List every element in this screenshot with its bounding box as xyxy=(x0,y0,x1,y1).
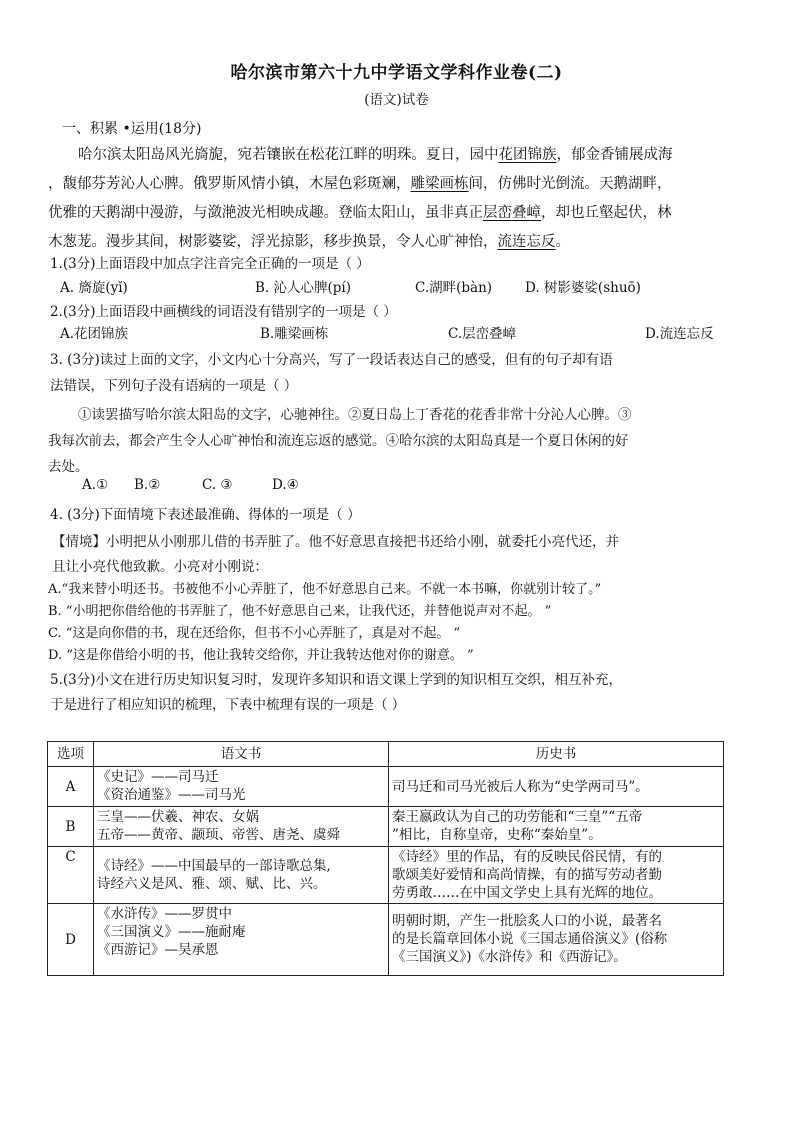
history-book-cell: 司马迁和司马光被后人称为“史学两司马”。 xyxy=(389,767,724,807)
option-c[interactable]: C.层峦叠嶂 xyxy=(448,326,517,342)
reading-passage xyxy=(48,141,748,257)
question-3-sentences-cont: 我每次前去，都会产生令人心旷神怡和流连忘返的感觉。④哈尔滨的太阳岛真是一个夏日休闲的好 xyxy=(48,433,629,449)
underlined-phrase: 雕梁画栋 xyxy=(410,176,469,192)
option-a[interactable]: A. 旖旋(yǐ) xyxy=(60,280,128,296)
chinese-book-cell: 三皇——伏羲、神农、女娲 五帝——黄帝、颛顼、帝喾、唐尧、虞舜 xyxy=(94,807,389,847)
option-c[interactable]: C. “这是向你借的书，现在还给你，但书不小心弄脏了，真是对不起。 ” xyxy=(48,626,461,641)
option-d[interactable]: D. “这是你借给小明的书，他让我转交给你，并让我转达他对你的谢意。 ” xyxy=(48,648,474,663)
chinese-book-cell: 《水浒传》——罗贯中 《三国演义》——施耐庵 《西游记》—吴承恩 xyxy=(94,904,389,976)
question-1-stem: 1.(3分)上面语段中加点字注音完全正确的一项是（ ） xyxy=(50,256,370,272)
option-c[interactable]: C.湖畔(bàn) xyxy=(415,280,493,296)
passage-line: 哈尔滨太阳岛风光旖旎，宛若镶嵌在松花江畔的明珠。夏日，园中花团锦族，郁金香铺展成海 xyxy=(78,147,673,163)
underlined-phrase: 花团锦族 xyxy=(498,147,557,163)
question-3-sentences-end: 去处。 xyxy=(48,459,89,475)
question-5-stem: 5.(3分)小文在进行历史知识复习时，发现许多知识和语文课上学到的知识相互交织，相互补充， xyxy=(50,672,623,688)
table-row xyxy=(48,904,724,976)
table-header-cell: 语文书 xyxy=(94,742,389,767)
passage-line: 优雅的天鹅湖中漫游，与潋滟波光相映成趣。登临太阳山，虽非真正层峦叠嶂，却也丘壑起伏，林 xyxy=(48,205,672,221)
option-b[interactable]: B. 沁人心脾(pí) xyxy=(255,280,351,296)
passage-line: ，馥郁芬芳沁人心脾。俄罗斯风情小镇，木屋色彩斑斓，雕梁画栋间，仿佛时光倒流。天鹅湖畔， xyxy=(48,176,672,192)
table-header-cell: 历史书 xyxy=(389,742,724,767)
table-header-cell: 选项 xyxy=(48,742,94,767)
underlined-phrase: 流连忘反 xyxy=(497,234,556,250)
option-a[interactable]: A.① xyxy=(82,477,109,493)
page-subtitle: (语文)试卷 xyxy=(364,92,429,108)
chinese-book-cell: 《史记》——司马迁 《资治通鉴》——司马光 xyxy=(94,767,389,807)
underlined-phrase: 层峦叠嶂 xyxy=(483,205,541,221)
passage-line: 木葱茏。漫步其间，树影婆娑，浮光掠影，移步换景，令人心旷神怡，流连忘反。 xyxy=(48,234,570,250)
table-row-key: D xyxy=(48,904,94,976)
option-d[interactable]: D.流连忘反 xyxy=(645,326,714,342)
table-header-row xyxy=(48,742,724,767)
option-d[interactable]: D.④ xyxy=(272,477,299,493)
page-title: 哈尔滨市第六十九中学语文学科作业卷(二) xyxy=(230,63,563,83)
question-4-context-cont: 且让小亮代他致歉。小亮对小刚说： xyxy=(52,559,268,575)
option-b[interactable]: B.② xyxy=(134,477,161,493)
question-3-sentences: ①读罢描写哈尔滨太阳岛的文字，心驰神往。②夏日岛上丁香花的花香非常十分沁人心脾。③ xyxy=(78,407,632,423)
table-row xyxy=(48,847,724,904)
comparison-table xyxy=(47,741,724,976)
question-5-stem-cont: 于是进行了相应知识的梳理，下表中梳理有误的一项是（ ） xyxy=(50,697,406,713)
section-heading: 一、积累 •运用(18分) xyxy=(62,121,202,137)
table-row xyxy=(48,807,724,847)
question-2-stem: 2.(3分)上面语段中画横线的词语没有错别字的一项是（ ） xyxy=(50,304,397,320)
table-row-key: A xyxy=(48,767,94,807)
history-book-cell: 《诗经》里的作品，有的反映民俗民情，有的 歌颂美好爱情和高尚情操，有的描写劳动者勤 劳勇敢……在中国文学史上具有光辉的地位。 xyxy=(389,847,724,904)
question-3-stem: 3. (3分)读过上面的文字，小文内心十分高兴，写了一段话表达自己的感受，但有的句子却有语 xyxy=(50,352,613,368)
table-row xyxy=(48,767,724,807)
question-4-context: 【情境】小明把从小刚那儿借的书弄脏了。他不好意思直接把书还给小刚，就委托小亮代还，并 xyxy=(52,534,619,550)
question-4-stem: 4. (3分)下面情境下表述最准确、得体的一项是（ ） xyxy=(50,507,361,523)
table-row-key: C xyxy=(48,847,94,904)
option-b[interactable]: B.雕梁画栋 xyxy=(260,326,329,342)
option-c[interactable]: C. ③ xyxy=(202,477,233,493)
option-d[interactable]: D. 树影婆娑(shuō) xyxy=(525,280,641,296)
history-book-cell: 明朝时期，产生一批脍炙人口的小说，最著名 的是长篇章回体小说《三国志通俗演义》(俗称 《三国演义》)《水浒传》和《西游记》。 xyxy=(389,904,724,976)
table-row-key: B xyxy=(48,807,94,847)
option-b[interactable]: B. “小明把你借给他的书弄脏了，他不好意思自己来，让我代还，并替他说声对不起。 ” xyxy=(48,604,552,619)
chinese-book-cell: 《诗经》——中国最早的一部诗歌总集, 诗经六义是风、雅、颂、赋、比、兴。 xyxy=(94,847,389,904)
history-book-cell: 秦王嬴政认为自己的功劳能和“三皇”“五帝 ”相比，自称皇帝，史称“秦始皇”。 xyxy=(389,807,724,847)
question-3-stem-cont: 法错误，下列句子没有语病的一项是（ ） xyxy=(50,378,298,394)
option-a[interactable]: A.“我来替小明还书。书被他不小心弄脏了，他不好意思自己来。不就一本书嘛，你就别计较了。” xyxy=(48,582,602,597)
option-a[interactable]: A.花团锦族 xyxy=(60,326,129,342)
